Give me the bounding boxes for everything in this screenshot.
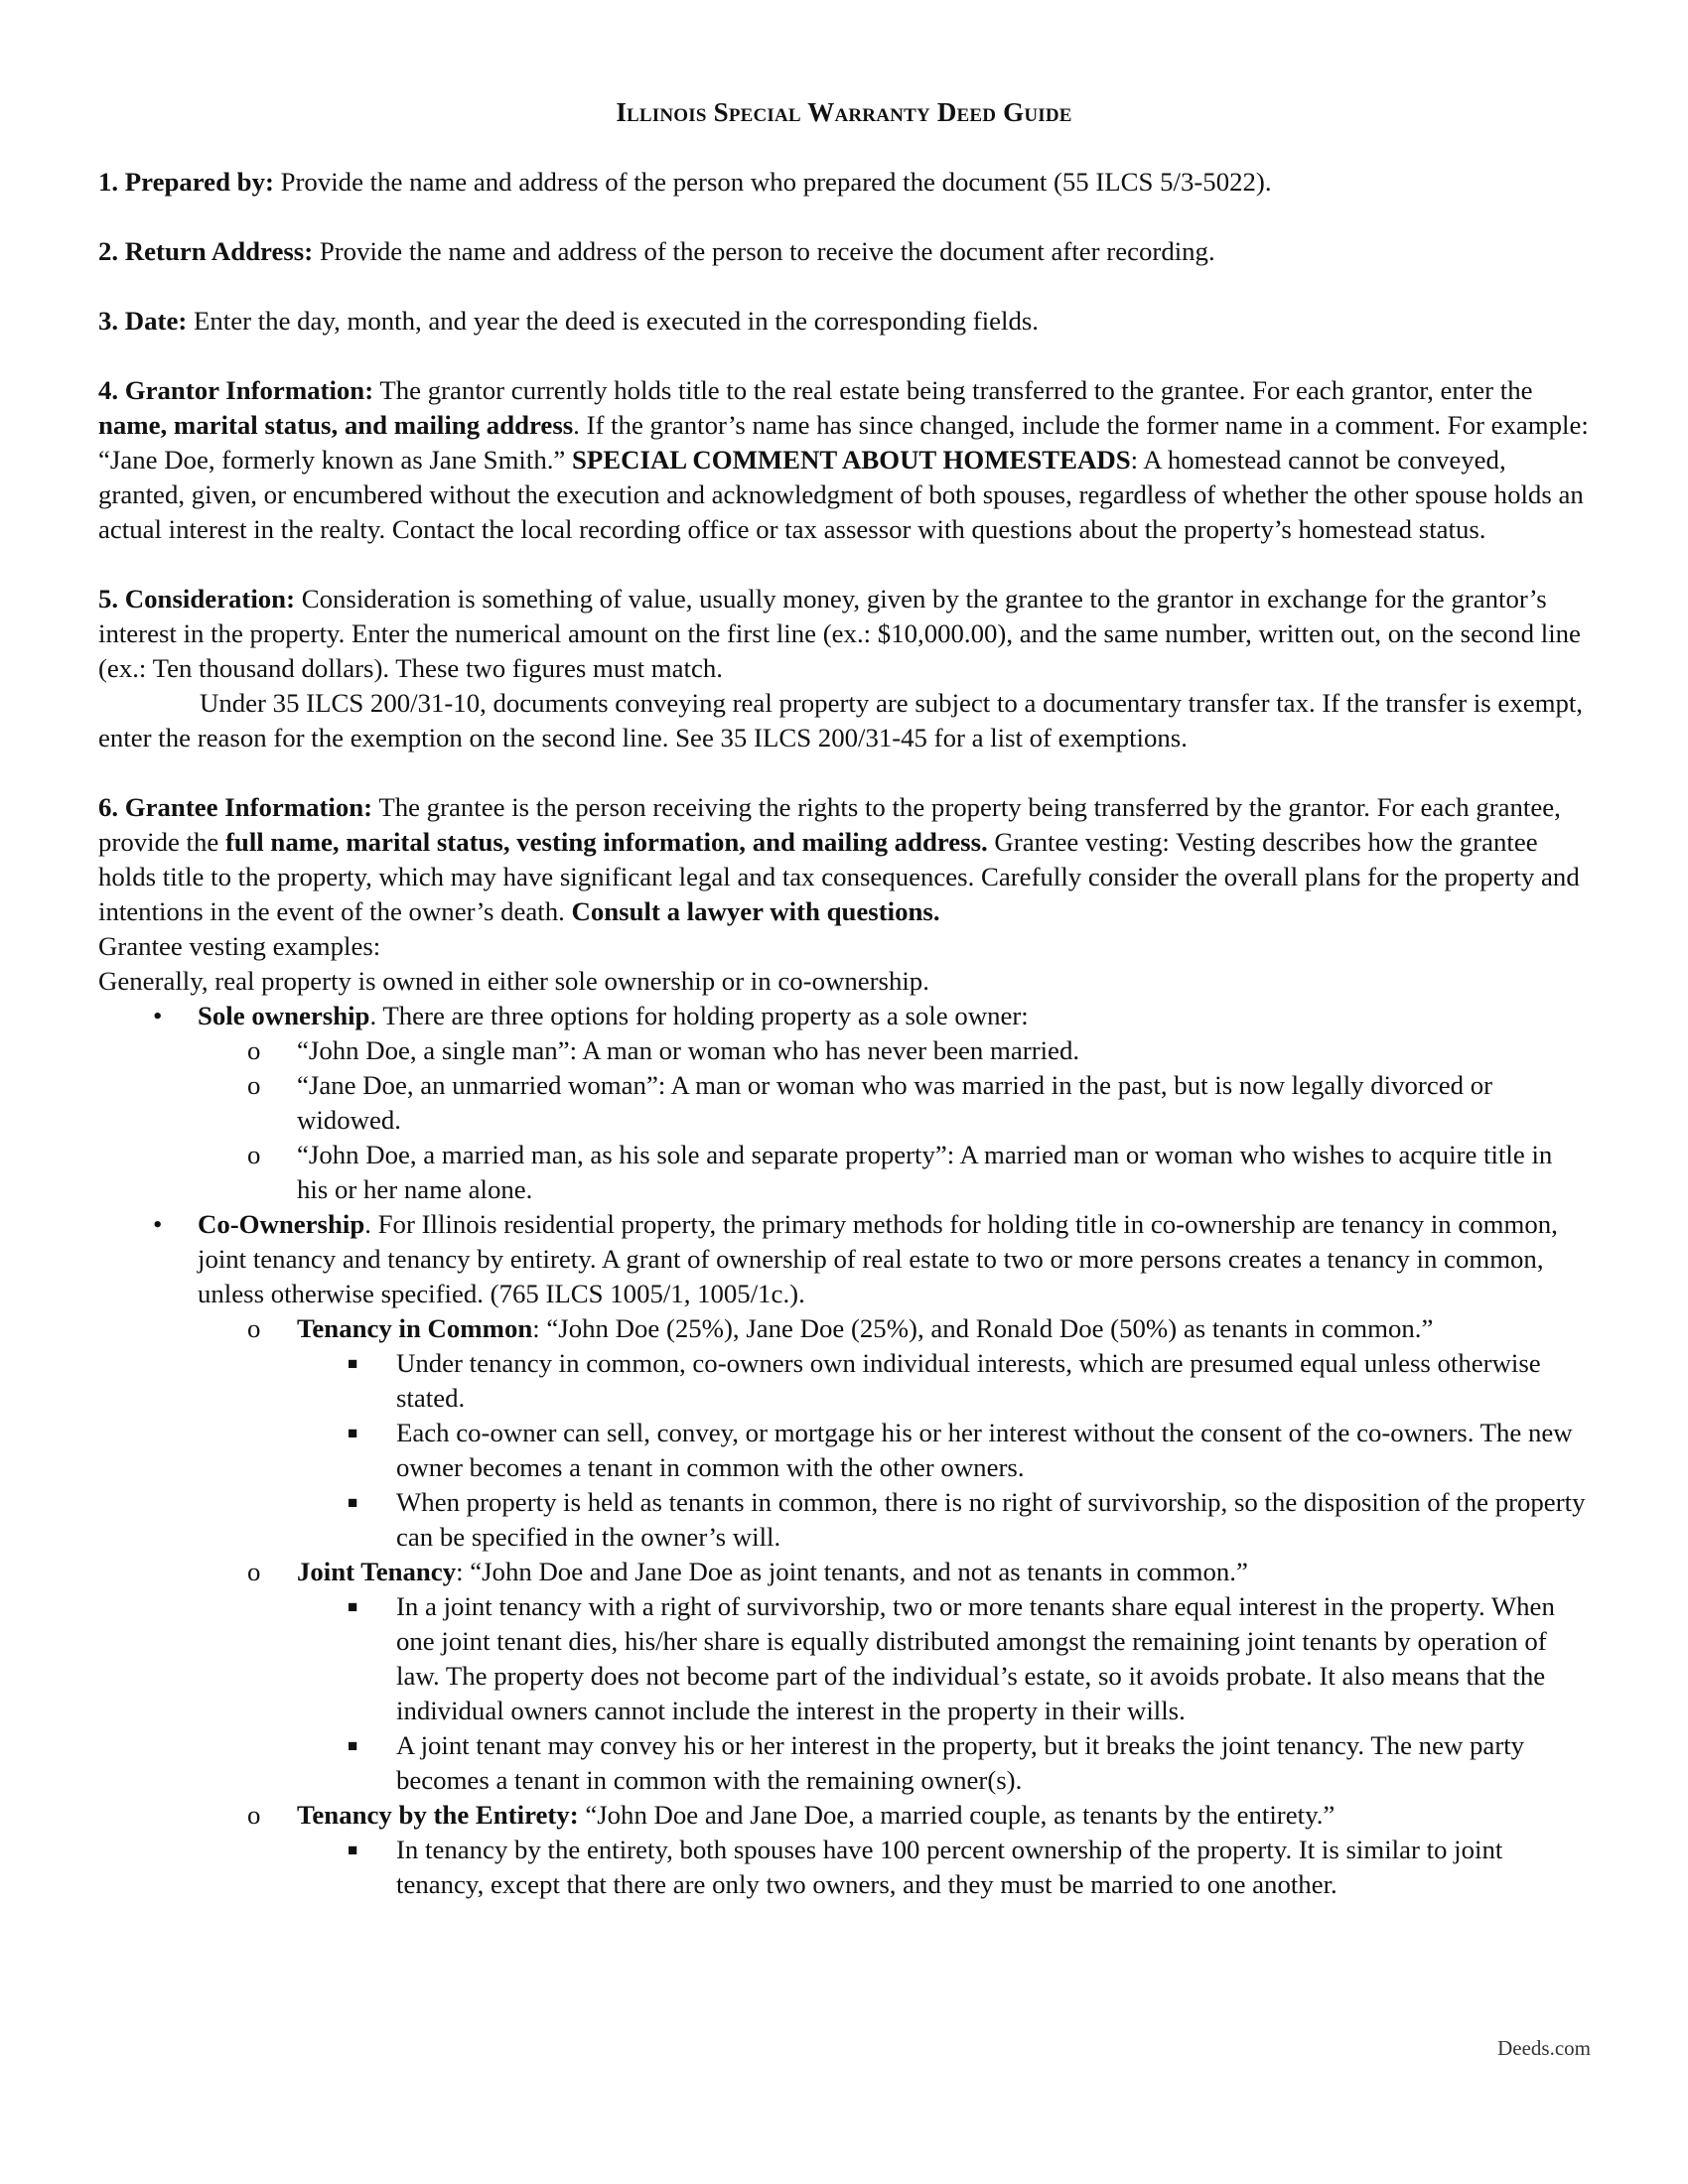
vesting-examples-heading: Grantee vesting examples: bbox=[98, 931, 381, 961]
square-bullet-icon: ■ bbox=[348, 1424, 358, 1442]
list-item-joint-tenancy: o Joint Tenancy: “John Doe and Jane Doe as joint tenants, and not as tenants in common.” bbox=[98, 1555, 1590, 1589]
document-page bbox=[98, 95, 1590, 1902]
bullet-icon: • bbox=[153, 1001, 163, 1030]
section-consideration: 5. Consideration: Consideration is something of value, usually money, given by the grantee to the grantor in exchange for the grantor’s interest in the property. Enter the numerical amount on the first line (ex.: $10,000.00), and the same number, written out, on the second line (ex.: Ten thousand dollars). These two figures must match. Under 35 ILCS 200/31-10, documents conveying real property are subject to a documentary transfer tax. If the transfer is exempt, enter the reason for the exemption on the second line. See 35 ILCS 200/31-45 for a list of exemptions. bbox=[98, 582, 1590, 755]
list-item: ■ Each co-owner can sell, convey, or mortgage his or her interest without the consent of the co-owners. The new owner becomes a tenant in common with the other owners. bbox=[348, 1418, 1573, 1482]
circle-bullet-icon: o bbox=[247, 1070, 261, 1100]
section-prepared-by: 1. Prepared by: Provide the name and address of the person who prepared the document (55 ILCS 5/3-5022). bbox=[98, 167, 1272, 197]
vesting-list bbox=[98, 999, 1590, 1902]
section-grantee-information: 6. Grantee Information: The grantee is the person receiving the rights to the property being transferred by the grantor. For each grantee, provide the full name, marital status, vesting information, and mailing address. Grantee vesting: Vesting describes how the grantee holds title to the property, which may have significant legal and tax consequences. Carefully consider the overall plans for the property and intentions in the event of the owner’s death. Consult a lawyer with questions. Grantee vesting examples: Generally, real property is owned in either sole ownership or in co-ownership. • Sole ownership. There are three options for holding property as a sole owner: o “John Doe, a single man”: A man or woman who has never been married. o “Jane Doe, an unmarried woman”: A man or woman who was married in the past, but is now legally divorced or widowed. o “John Doe, a married man, as his sole and separate property”: A married man or woman who wishes to acquire title in his or her name alone. • Co-Ownership. For Illinois residential property, the primary methods for holding title in co-ownership are tenancy in common, joint tenancy and tenancy by entirety. A grant of ownership of real estate to two or more persons creates a tenancy in common, unless otherwise specified. (765 ILCS 1005/1, 1005/1c.). o Tenancy in Common: “John Doe (25%), Jane Doe (25%), and Ronald Doe (50%) as tenants in common.” ■ Under tenancy in common, co-owners own individual interests, which are presumed equal unless otherwise stated. ■ Each co-owner can sell, convey, or mortgage his or her interest without the consent of the co-owners. The new owner becomes a tenant in common with the other owners. ■ When property is held as tenants in common, there is no right of survivorship, so the disposition of the property can be specified in the owner’s will. o Joint Tenancy: “John Doe and Jane Doe as joint tenants, and not as tenants in common.” ■ In a joint tenancy with a right of survivorship, two or more tenants share equal interest in the property. When one joint tenant dies, his/her share is equally distributed amongst the remaining joint tenants by operation of law. The property does not become part of the individual’s estate, so it avoids probate. It also means that the individual owners cannot include the interest in the property in their wills. ■ A joint tenant may convey his or her interest in the property, but it breaks the joint tenancy. The new party becomes a tenant in common with the remaining owner(s). o Tenancy by the Entirety: “John Doe and Jane Doe, a married couple, as tenants by the entirety.” ■ In tenancy by the entirety, both spouses have 100 percent ownership of the property. It is similar to joint tenancy, except that there are only two owners, and they must be married to one another. bbox=[98, 790, 1590, 1902]
list-item: o “John Doe, a married man, as his sole and separate property”: A married man or woman who wishes to acquire title in his or her name alone. bbox=[247, 1140, 1553, 1204]
list-item-sole-ownership: • Sole ownership. There are three options for holding property as a sole owner: bbox=[98, 999, 1590, 1033]
transfer-tax-paragraph: Under 35 ILCS 200/31-10, documents conveying real property are subject to a documentary transfer tax. If the transfer is exempt, enter the reason for the exemption on the second line. See 35 ILCS 200/31-45 for a list of exemptions. bbox=[98, 688, 1583, 752]
square-bullet-icon: ■ bbox=[348, 1736, 358, 1755]
footer-brand: Deeds.com bbox=[1497, 2036, 1591, 2060]
list-item: o “John Doe, a single man”: A man or woman who has never been married. bbox=[98, 1033, 1590, 1068]
section-label: 5. Consideration: bbox=[98, 584, 296, 614]
section-grantor-information: 4. Grantor Information: The grantor currently holds title to the real estate being transferred to the grantee. For each grantor, enter the name, marital status, and mailing address. If the grantor’s name has since changed, include the former name in a comment. For example: “Jane Doe, formerly known as Jane Smith.” SPECIAL COMMENT ABOUT HOMESTEADS: A homestead cannot be conveyed, granted, given, or encumbered without the execution and acknowledgment of both spouses, regardless of whether the other spouse holds an actual interest in the realty. Contact the local recording office or tax assessor with questions about the property’s homestead status. bbox=[98, 375, 1589, 544]
list-item: ■ A joint tenant may convey his or her interest in the property, but it breaks the joint tenancy. The new party becomes a tenant in common with the remaining owner(s). bbox=[348, 1730, 1525, 1795]
list-item: o “Jane Doe, an unmarried woman”: A man or woman who was married in the past, but is now legally divorced or widowed. bbox=[247, 1070, 1493, 1135]
list-item: ■ In tenancy by the entirety, both spouses have 100 percent ownership of the property. It is similar to joint tenancy, except that there are only two owners, and they must be married to one another. bbox=[348, 1835, 1503, 1899]
section-return-address: 2. Return Address: Provide the name and address of the person to receive the document after recording. bbox=[98, 236, 1215, 266]
circle-bullet-icon: o bbox=[247, 1035, 261, 1065]
square-bullet-icon: ■ bbox=[348, 1597, 358, 1616]
section-label: 4. Grantor Information: bbox=[98, 375, 374, 405]
square-bullet-icon: ■ bbox=[348, 1354, 358, 1373]
list-item-co-ownership: • Co-Ownership. For Illinois residential property, the primary methods for holding title in co-ownership are tenancy in common, joint tenancy and tenancy by entirety. A grant of ownership of real estate to two or more persons creates a tenancy in common, unless otherwise specified. (765 ILCS 1005/1, 1005/1c.). bbox=[153, 1209, 1558, 1308]
list-item-tenancy-by-entirety: o Tenancy by the Entirety: “John Doe and Jane Doe, a married couple, as tenants by the entirety.” bbox=[98, 1798, 1590, 1833]
square-bullet-icon: ■ bbox=[348, 1841, 358, 1859]
vesting-intro: Generally, real property is owned in either sole ownership or in co-ownership. bbox=[98, 966, 929, 996]
list-item: ■ Under tenancy in common, co-owners own individual interests, which are presumed equal unless otherwise stated. bbox=[348, 1348, 1541, 1413]
circle-bullet-icon: o bbox=[247, 1140, 261, 1169]
section-label: 2. Return Address: bbox=[98, 236, 314, 266]
list-item: ■ In a joint tenancy with a right of survivorship, two or more tenants share equal interest in the property. When one joint tenant dies, his/her share is equally distributed amongst the remaining joint tenants by operation of law. The property does not become part of the individual’s estate, so it avoids probate. It also means that the individual owners cannot include the interest in the property in their wills. bbox=[348, 1591, 1555, 1725]
bullet-icon: • bbox=[153, 1209, 163, 1239]
section-label: 3. Date: bbox=[98, 306, 188, 336]
document-title: Illinois Special Warranty Deed Guide bbox=[616, 97, 1072, 127]
circle-bullet-icon: o bbox=[247, 1800, 261, 1830]
list-item-tenancy-in-common: o Tenancy in Common: “John Doe (25%), Jane Doe (25%), and Ronald Doe (50%) as tenants in common.” bbox=[98, 1311, 1590, 1346]
section-date: 3. Date: Enter the day, month, and year the deed is executed in the corresponding fields. bbox=[98, 306, 1040, 336]
circle-bullet-icon: o bbox=[247, 1313, 261, 1343]
section-label: 1. Prepared by: bbox=[98, 167, 274, 197]
circle-bullet-icon: o bbox=[247, 1557, 261, 1586]
list-item: ■ When property is held as tenants in common, there is no right of survivorship, so the disposition of the property can be specified in the owner’s will. bbox=[348, 1487, 1586, 1552]
square-bullet-icon: ■ bbox=[348, 1493, 358, 1512]
section-label: 6. Grantee Information: bbox=[98, 792, 373, 822]
